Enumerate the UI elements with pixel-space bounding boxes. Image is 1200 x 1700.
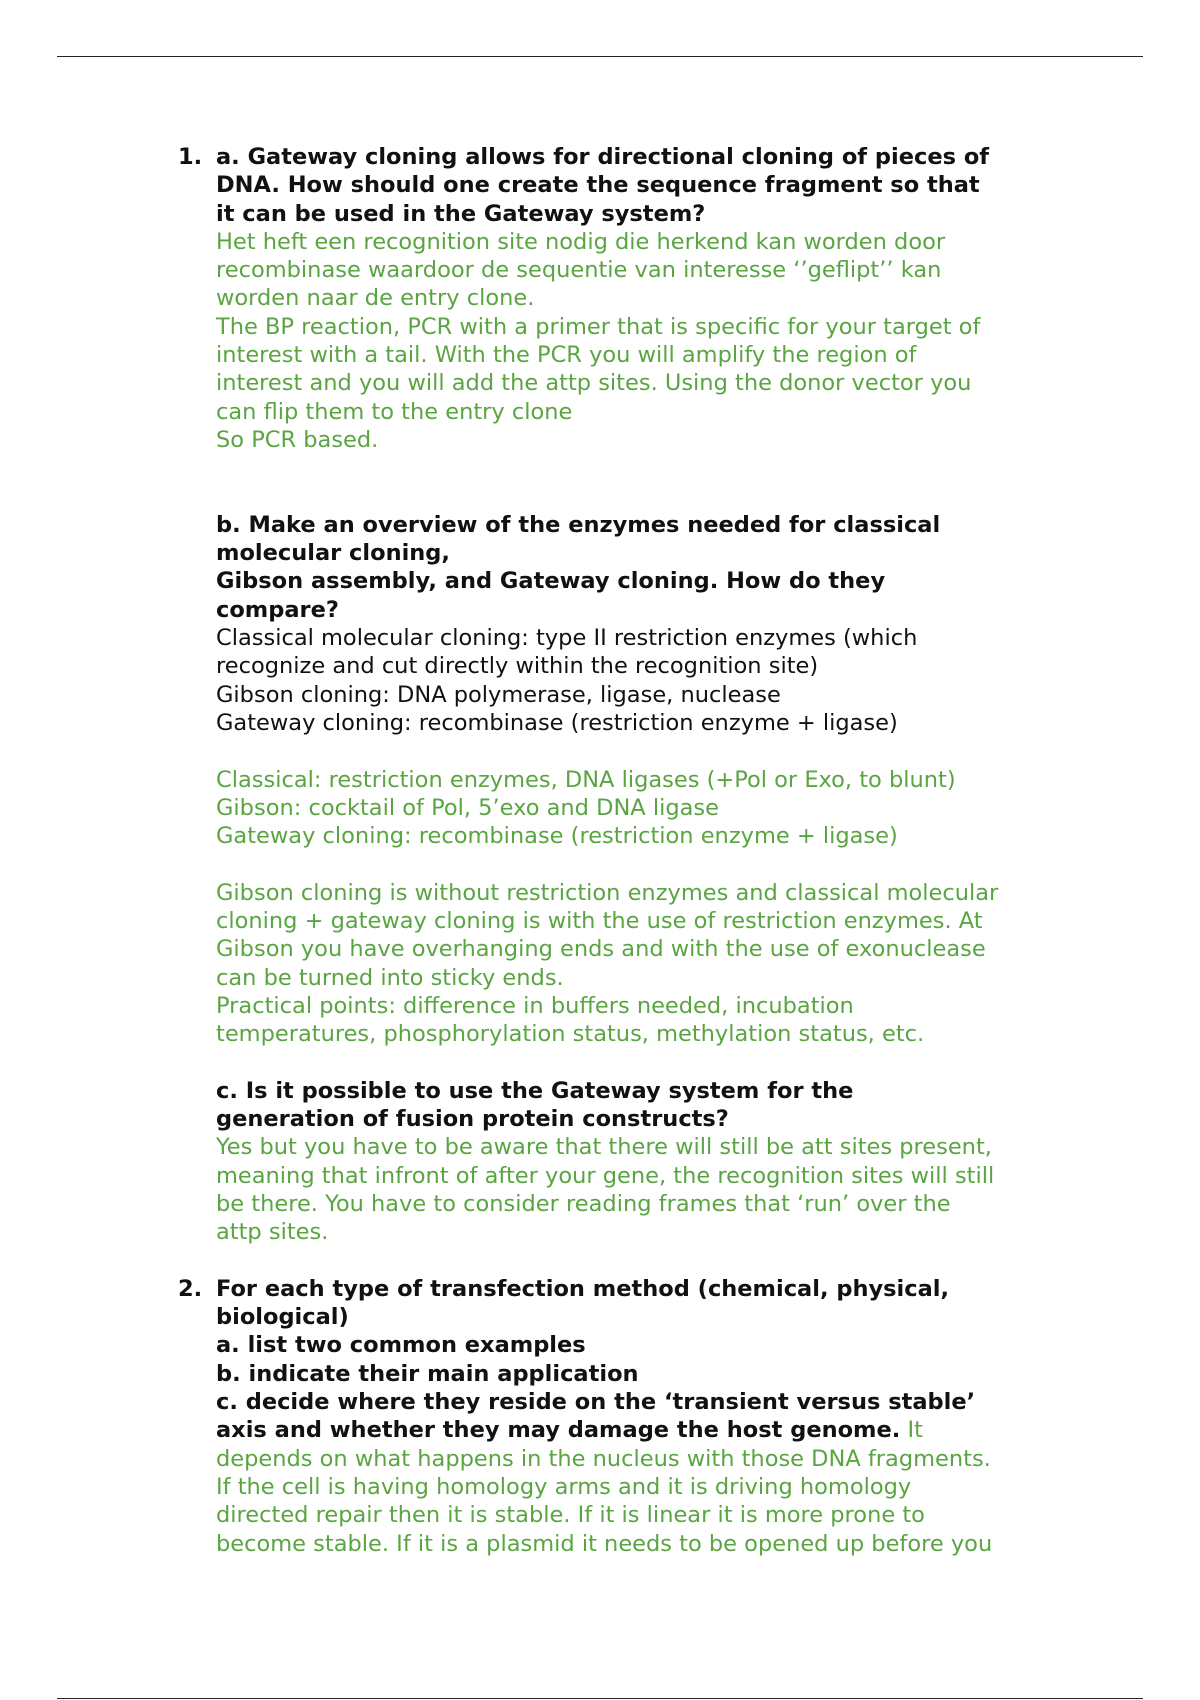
q1b-answer-summary (216, 766, 1086, 851)
q1b-answer-discussion (216, 879, 1086, 1049)
answer-line: Classical: restriction enzymes, DNA ligases (+Pol or Exo, to blunt) (216, 766, 956, 793)
answer-line: become stable. If it is a plasmid it needs to be opened up before you (216, 1530, 993, 1557)
answer-line: Gibson: cocktail of Pol, 5’exo and DNA ligase (216, 794, 719, 821)
answer-line: cloning + gateway cloning is with the use of restriction enzymes. At (216, 908, 983, 935)
answer-line: So PCR based. (216, 426, 379, 453)
answer-line: Gibson you have overhanging ends and with the use of exonuclease (216, 936, 986, 963)
q1c-question (216, 1077, 1086, 1134)
question-line: c. decide where they reside on the ‘transient versus stable’ (216, 1389, 976, 1416)
question-line: compare? (216, 596, 339, 623)
header-rule (57, 56, 1143, 57)
question-line: b. Make an overview of the enzymes needed for classical (216, 511, 941, 538)
answer-line: temperatures, phosphorylation status, methylation status, etc. (216, 1021, 925, 1048)
answer-line: The BP reaction, PCR with a primer that is specific for your target of (216, 313, 981, 340)
answer-fragment: It (900, 1417, 923, 1444)
q1a-answer (216, 228, 1086, 454)
answer-line: Het heft een recognition site nodig die herkend kan worden door (216, 228, 946, 255)
question-line: a. Gateway cloning allows for directional cloning of pieces of (216, 144, 990, 170)
q1a-question (216, 143, 1086, 228)
question-line: molecular cloning, (216, 540, 450, 567)
q1c-answer (216, 1133, 1086, 1246)
answer-line: depends on what happens in the nucleus with those DNA fragments. (216, 1445, 991, 1472)
question-line: Gibson assembly, and Gateway cloning. How do they (216, 568, 886, 595)
answer-line: Yes but you have to be aware that there will still be att sites present, (216, 1134, 992, 1161)
answer-line: Gibson cloning is without restriction enzymes and classical molecular (216, 879, 999, 906)
student-answer-line: recognize and cut directly within the recognition site) (216, 653, 819, 680)
footer-rule (57, 1698, 1143, 1699)
answer-line: Gateway cloning: recombinase (restriction enzyme + ligase) (216, 823, 898, 850)
q1b-question (216, 511, 1086, 624)
q2-question (216, 1275, 1086, 1445)
question-line: a. list two common examples (216, 1332, 586, 1359)
answer-line: can flip them to the entry clone (216, 398, 573, 425)
mixed-line (216, 1416, 1086, 1444)
answer-line: attp sites. (216, 1219, 329, 1246)
answer-line: Practical points: difference in buffers needed, incubation (216, 992, 854, 1019)
question-2 (178, 1275, 1086, 1558)
question-1 (178, 143, 1086, 1247)
question-line: For each type of transfection method (chemical, physical, (216, 1275, 950, 1302)
question-line: generation of fusion protein constructs? (216, 1106, 729, 1133)
page-body (178, 143, 1086, 1558)
student-answer-line: Gibson cloning: DNA polymerase, ligase, nuclease (216, 681, 781, 708)
answer-line: If the cell is having homology arms and it is driving homology (216, 1473, 912, 1500)
question-line: DNA. How should one create the sequence fragment so that (216, 172, 980, 199)
answer-line: recombinase waardoor de sequentie van interesse ‘’geflipt’’ kan (216, 257, 942, 284)
question-line: b. indicate their main application (216, 1360, 639, 1387)
answer-line: worden naar de entry clone. (216, 285, 535, 312)
question-fragment: axis and whether they may damage the host genome. (216, 1417, 901, 1444)
student-answer-line: Classical molecular cloning: type II restriction enzymes (which (216, 625, 918, 652)
answer-line: interest with a tail. With the PCR you will amplify the region of (216, 342, 917, 369)
question-line: it can be used in the Gateway system? (216, 200, 706, 227)
answer-line: be there. You have to consider reading frames that ‘run’ over the (216, 1190, 951, 1217)
question-number: 2. (178, 1275, 203, 1302)
answer-line: can be turned into sticky ends. (216, 964, 564, 991)
question-line: c. Is it possible to use the Gateway system for the (216, 1077, 854, 1104)
student-answer-line: Gateway cloning: recombinase (restriction enzyme + ligase) (216, 709, 898, 736)
answer-line: meaning that infront of after your gene, the recognition sites will still (216, 1162, 995, 1189)
q1b-student-answer (216, 624, 1086, 737)
answer-line: directed repair then it is stable. If it is linear it is more prone to (216, 1502, 925, 1529)
q2-answer (216, 1445, 1086, 1558)
question-number: 1. (178, 144, 203, 170)
question-line: biological) (216, 1304, 349, 1331)
answer-line: interest and you will add the attp sites. Using the donor vector you (216, 370, 972, 397)
